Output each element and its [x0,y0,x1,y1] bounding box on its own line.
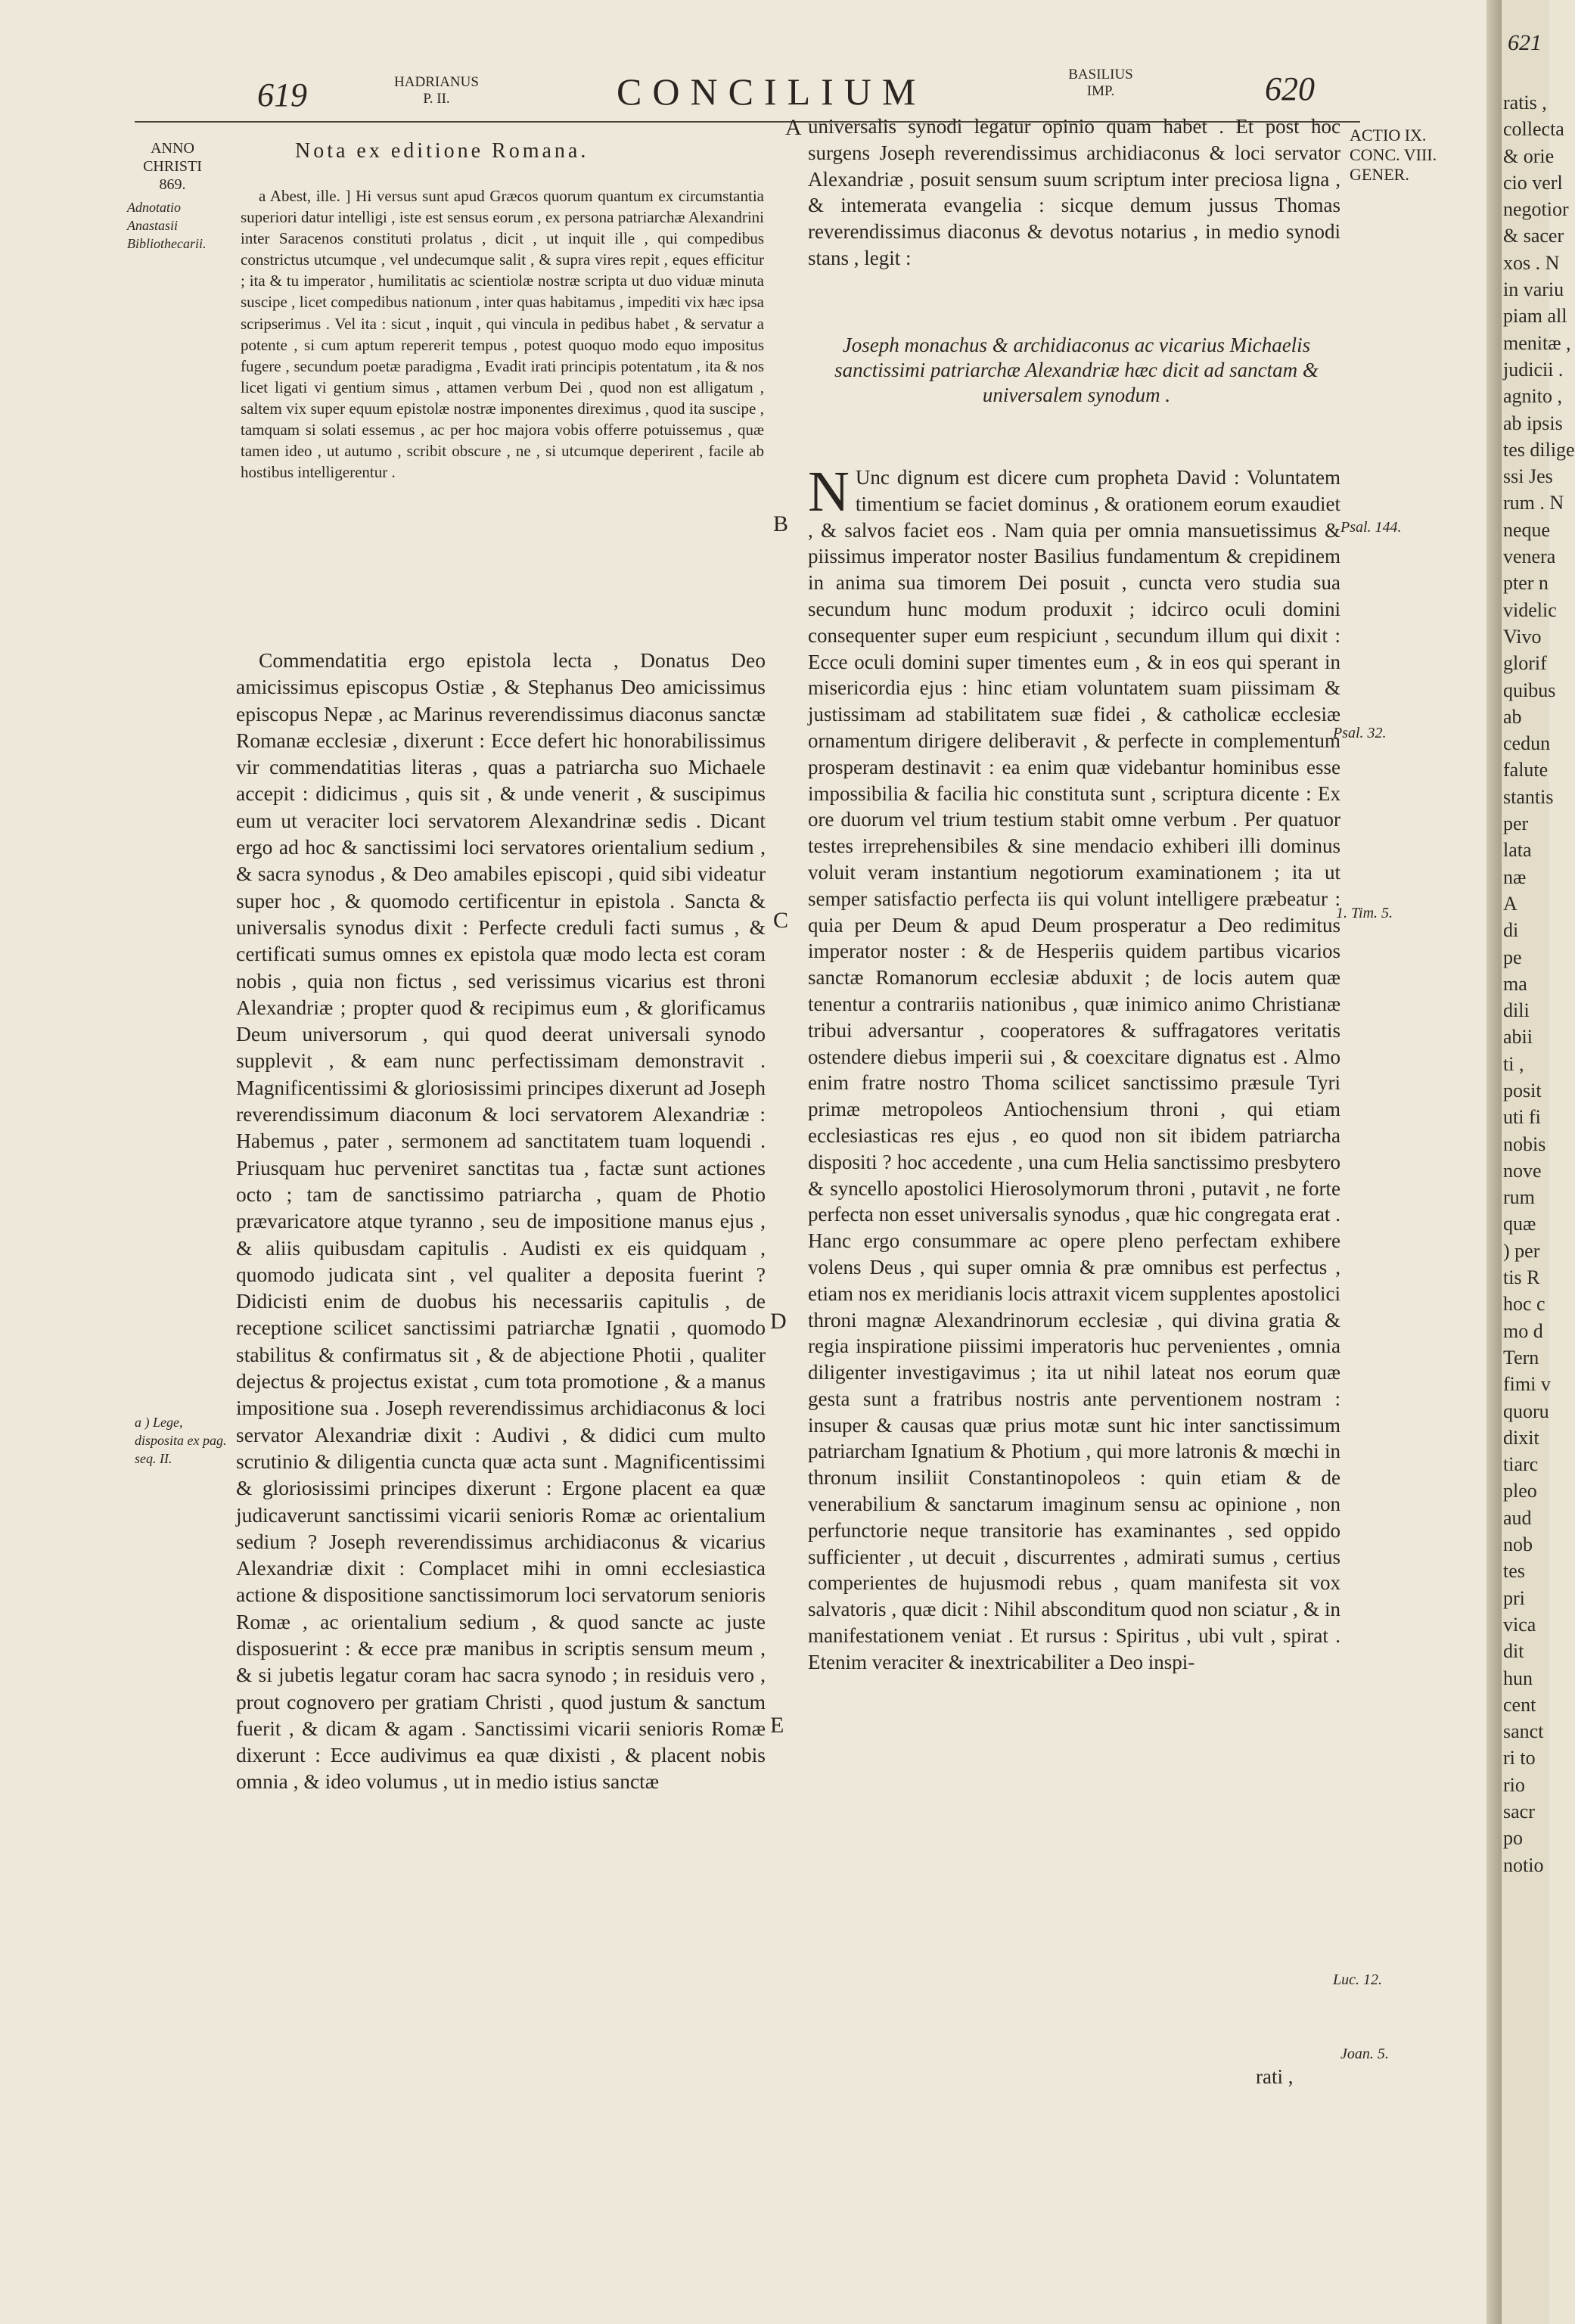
next-page-fragment: po [1503,1827,1523,1850]
right-header-name: BASILIUS [1068,67,1133,82]
actio-line-2: CONC. VIII. [1350,145,1437,164]
right-body-top-paragraph: universalis synodi legatur opinio quam habet . Et post hoc surgens Joseph reverendissimus archidiaconus & loci servator Alexandriæ , posuit sensum suum scriptum inter preciosa ligna , & intemerata evangelia : sicque demum jussus Thomas reverendissimus diaconus & devotus notarius , in medio synodi stans , legit : [808,115,1340,269]
left-page-number: 619 [257,76,307,113]
next-page-fragment: sanct [1503,1720,1544,1743]
next-page-fragment: mo d [1503,1319,1543,1342]
next-page-fragment: xos . N [1503,251,1560,274]
next-page-fragment: cedun [1503,732,1551,755]
book-gutter [1486,0,1502,2324]
next-page-fragment: pter n [1503,572,1549,595]
next-page-fragment: glorif [1503,652,1547,675]
running-title: CONCILIUM [617,70,927,113]
next-page-fragment: judicii . [1503,358,1564,381]
next-page-fragment: abii [1503,1026,1533,1049]
ref-tim: 1. Tim. 5. [1336,905,1393,921]
next-page-fragment: tes [1503,1560,1525,1583]
next-page-number: 621 [1508,30,1542,55]
ref-psal-144: Psal. 144. [1340,519,1402,536]
next-page-fragment: stantis [1503,785,1554,808]
next-page-fragment: hoc c [1503,1293,1545,1316]
next-page-fragment: rum . N [1503,492,1564,514]
next-page-fragment: dili [1503,999,1530,1022]
next-page-fragment: nove [1503,1159,1542,1182]
catchword: rati , [1256,2065,1294,2088]
next-page-fragment: collecta [1503,118,1564,141]
next-page-fragment: menitæ , [1503,331,1571,354]
next-page-fragment: quæ [1503,1213,1536,1235]
next-page-fragment: dixit [1503,1426,1539,1449]
next-page-fragment: rum [1503,1186,1535,1209]
next-page-fragment: pe [1503,946,1522,968]
left-header-sub: P. II. [423,91,450,107]
next-page-fragment: ssi Jes [1503,465,1553,488]
next-page-fragment: nobis [1503,1132,1546,1155]
column-letter-c: C [773,908,789,933]
right-header-sub: IMP. [1086,83,1115,99]
next-page-fragment: venera [1503,545,1556,568]
column-letter-e: E [770,1713,784,1738]
next-page-fragment: Tern [1503,1346,1539,1369]
year-box [127,139,218,194]
epistle-heading: Joseph monachus & archidiaconus ac vicarius Michaelis sanctissimi patriarchæ Alexandriæ hæc dicit ad sanctam & universalem synodum . [834,334,1319,406]
left-body-paragraph: Commendatitia ergo epistola lecta , Donatus Deo amicissimus episcopus Ostiæ , & Stephanus Deo amicissimus episcopus Nepæ , ac Marinus reverendissimus diaconus sanctæ Romanæ ecclesiæ , dixerunt : Ecce defert hic honorabilissimus vir commendatitias literas , quas a patriarcha suo Michaele accepit : didicimus , quis sit , & unde venerit , & suscipimus eum ut veraciter loci servatorem Alexandrinæ sedis . Dicant ergo ad hoc & sanctissimi loci servatores orientalium sedium , & sacra synodus , & Deo amabiles episcopi , quid sibi videatur super hoc , & quomodo certificentur in epistola . Sancta & universalis synodus dixit : Perfecte creduli facti sumus , & certificati sumus omnes ex epistola quæ modo lecta est coram nobis , quia non fictus , sed verissimus vicarius est throni Alexandriæ ; propter quod & recipimus eum , & glorificamus Deum universorum , qui quod deerat universali synodo supplevit , & eam nunc perfectissimam demonstravit . Magnificentissimi & gloriosissimi principes dixerunt ad Joseph reverendissimum diaconum & loci servatorem Alexandriæ : Habemus , pater , sermonem ad sanctitatem tuam loquendi . Priusquam huc perveniret sanctitas tua , factæ sunt actiones octo ; tam de sanctissimo patriarcha , quam de Photio prævaricatore atque tyranno , seu de impositione manus ejus , & aliis quibusdam capitulis . Audisti ex eis quidquam , quomodo judicata sint , vel qualiter a deposita fuerint ? Didicisti enim de duobus his necessariis capitulis , de receptione scilicet sanctissimi patriarchæ Ignatii , quomodo stabilitus & confirmatus sit , & de abjectione Photii , qualiter dejectus & projectus existat , cum tota promotione , & a manus impositione sua . Joseph reverendissimus archidiaconus & loci servator Alexandriæ dixit : Audivi , & didici cum multo scrutinio & diligentia cuncta quæ acta sunt . Magnificentissimi & gloriosissimi principes dixerunt : Ergone placent ea quæ judicaverunt sanctissimi vicarii senioris Romæ ac orientalium sedium ? Joseph reverendissimus archidiaconus & vicarius Alexandriæ dixit : Complacet mihi in omni ecclesiastica actione & dispositione sanctissimorum loci servatorum senioris Romæ , ac orientalium sedium , & quod sancte ac juste disposuerint : & ecce præ manibus in scriptis sensum meum , & si jubetis legatur coram hac sacra synodo ; in residuis vero , prout cognovero per gratiam Christi , quod justum & sanctum fuerit , & dicam & agam . Sanctissimi vicarii senioris Romæ dixerunt : Ecce audivimus ea quæ dixisti , & placent nobis omnia , & ideo volumus , ut in medio istius sanctæ [236,648,766,1794]
nota-text [241,185,764,483]
actio-label [1350,126,1437,185]
right-column-body [808,460,1340,1676]
next-page-fragment: in variu [1503,278,1564,301]
next-page-fragment: vica [1503,1613,1536,1636]
next-page-fragment: quibus [1503,679,1556,701]
next-page-fragment: tis R [1503,1266,1540,1289]
left-header-title [387,74,486,107]
next-page-fragment: quoru [1503,1400,1549,1422]
drop-initial: N [808,460,850,524]
ref-psal-32: Psal. 32. [1333,725,1387,741]
next-page-fragment: tes dilige [1503,438,1575,461]
next-page-fragment: A [1503,892,1518,915]
next-page-fragment: posit [1503,1079,1542,1101]
ref-joan: Joan. 5. [1340,2046,1389,2062]
next-page-fragment: ri to [1503,1747,1536,1769]
next-page-fragment: & orie [1503,144,1555,167]
next-page-fragment: notio [1503,1853,1544,1876]
next-page-fragment: piam all [1503,305,1567,328]
next-page-fragment: hun [1503,1667,1533,1689]
nota-paragraph: a Abest, ille. ] Hi versus sunt apud Græcos quorum quantum ex circumstantia superiori datur intelligi , iste est sensus eorum , ex persona patriarchæ Alexandrini inter Saracenos constituti prolatus , dicit , ut inquit ille , qui compedibus constrictus utcumque , vel undecumque salit , & supra vires repit , eques efficitur ; ita & tu imperator , humilitatis ac scientiolæ nostræ scripta ut duo viduæ minuta suscipe , licet compedibus nationum , inter quas habitamus , impediti vix hæc ipsa scripserimus . Vel ita : sicut , inquit , qui vincula in pedibus habet , & servatur a potente , si cum aptum repererit tempus , potest quoquo modo equo impositus fugere , secundum poetæ paradigma , Evadit irati principis potentatum , ita & nos licet ligati vi gentium simus , attamen verbum Dei , quod non est alligatum , saltem vix super equum epistolæ nostræ imponentes direximus , quod ita suscipe , tamquam si solati essemus , ac per hoc majora vobis offerre potuissemus , quæ tamen ideo , ut autumo , scribit obscure , ne , si utcumque deperirent , facile ab hostibus intelligerentur . [241,187,764,482]
next-page-fragment: & sacer [1503,225,1564,247]
next-page-fragment: ) per [1503,1239,1540,1262]
next-page-fragment: pleo [1503,1480,1537,1502]
next-page-sliver [1502,0,1575,2324]
next-page-fragment: ab ipsis [1503,412,1563,434]
next-page-fragment: aud [1503,1506,1532,1529]
next-page-fragment: di [1503,919,1519,942]
column-letter-d: D [770,1309,787,1334]
next-page-fragment: pri [1503,1586,1525,1609]
next-page-fragment: rio [1503,1773,1525,1796]
margin-footnote: a ) Lege, disposita ex pag. seq. II. [135,1415,227,1466]
next-page-fragment: uti fi [1503,1106,1541,1129]
next-page-fragment: cent [1503,1693,1536,1716]
nota-title: Nota ex editione Romana. [295,139,589,163]
next-page-fragment: per [1503,812,1529,835]
next-page-fragments [1503,89,1575,1878]
margin-annotation: Adnotatio Anastasii Bibliothecarii. [127,200,207,251]
left-header-name: HADRIANUS [394,74,479,90]
left-column-body [236,647,766,1795]
actio-line-3: GENER. [1350,165,1409,184]
next-page-fragment: falute [1503,759,1549,781]
next-page-fragment: ab [1503,705,1522,728]
year-label-anno: ANNO [151,140,194,157]
next-page-fragment: ratis , [1503,92,1547,113]
column-letter-a: A [785,115,802,140]
next-page-fragment: lata [1503,839,1532,862]
right-header-title [1059,67,1142,100]
next-page-fragment: nob [1503,1533,1533,1556]
next-page-fragment: dit [1503,1640,1524,1663]
next-page-fragment: næ [1503,865,1527,888]
column-letter-b: B [773,511,789,536]
next-page-fragment: Vivo [1503,625,1542,648]
next-page-fragment: cio verl [1503,171,1563,194]
next-page-fragment: agnito , [1503,385,1562,408]
next-page-fragment: sacr [1503,1800,1535,1822]
year-value: 869. [159,176,186,193]
actio-line-1: ACTIO IX. [1350,126,1427,144]
next-page-fragment: negotior [1503,198,1569,221]
next-page-fragment: neque [1503,518,1551,541]
right-body-main: Unc dignum est dicere cum propheta David : Voluntatem timentium se faciet dominus , & orationem eorum exaudiet , & salvos faciet eos . Nam quia per omnia mansuetissimus & piissimus imperator noster Basilius fundamentum & crepidinem in anima sua timorem Dei posuit , cuncta vero studia sua secundum hunc modum produxit ; idcirco oculi domini consequenter super eum respiciunt , secundum illum qui dixit : Ecce oculi domini super timentes eum , & in eos qui sperant in misericordia ejus : hinc etiam voluntatem suam piissimam & justissimam ad stabilitatem suæ fidei , & catholicæ ecclesiæ ornamentum dirigere deliberavit , & perfecte in complementum prosperam destinavit : ea enim quæ videbantur hominibus esse impossibilia & facilia hic constituta sunt , scriptura dicente : Ex ore duorum vel trium testium stabit omne verbum . Per quatuor testes irreprehensibiles & sine mendacio exhiberi illi dominus voluit veram instantium negotiorum examinationem ; ita ut semper satisfactio perfecta iis qui volunt intelligere præbeatur : quia per Deum & apud Deum prosperatur a Deo redimitus imperator noster : & de Hesperiis quidem partibus vicarios sanctæ Romanorum ecclesiæ abduxit ; de locis autem quæ tenentur a contrariis nationibus , quæ inimico animo Christianæ tribui adversantur , cooperatores & suffragatores veritatis ostendere diebus imperii sui , & coexcitare dignatus est . Almo enim fratre nostro Thoma scilicet sanctissimo præsule Tyri primæ metropoleos Antiochensium throni , qui etiam ecclesiasticas res ejus , eo quod non sit ibidem patriarcha dispositi ? hoc accedente , una cum Helia sanctissimo presbytero & syncello apostolici Hierosolymorum throni , putavit , ne forte perfecta non esset universalis synodus , quæ hic congregata erat . Hanc ergo consummare ac opere pleno perfectam exhibere volens Deus , qui super omnia & præ omnibus est perfectus , etiam nos ex meridianis locis attraxit vicem supplentes apostolici throni magnæ Alexandrinorum ecclesiæ , qui divina gratia & regia inspiratione piissimi imperatoris huc pervenientes , omnia diligenter investigavimus ; ita ut nihil lateat nos eorum quæ gesta sunt a fratribus nostris ante perventionem nostram : insuper & causas quæ prius motæ sunt hic inter sanctissimum patriarcham Ignatium & Photium , qui more latronis & mœchi in thronum insiliit Constantinopoleos : quin etiam & de venerabilium & sanctarum imaginum sensu ac opinione , non perfunctorie neque transitorie has examinantes , sed oppido sufficienter , ut decuit , discurrentes , admirati sumus , certius comperientes de hujusmodi rebus , quam manifesta sit vox salvatoris , quæ dicit : Nihil absconditum quod non sciatur , & in manifestationem veniat . Et rursus : Spiritus , ubi vult , spirat . Etenim veraciter & inextricabiliter a Deo inspi- [808,466,1340,1673]
year-label-christi: CHRISTI [143,158,202,175]
next-page-fragment: fimi v [1503,1373,1551,1396]
ref-luc: Luc. 12. [1333,1971,1382,1988]
next-page-fragment: ti , [1503,1052,1524,1075]
next-page-fragment: ma [1503,972,1527,995]
right-column-top [808,113,1340,272]
next-page-fragment: tiarc [1503,1453,1539,1476]
right-page-number: 620 [1265,70,1315,107]
next-page-fragment: videlic [1503,598,1557,621]
